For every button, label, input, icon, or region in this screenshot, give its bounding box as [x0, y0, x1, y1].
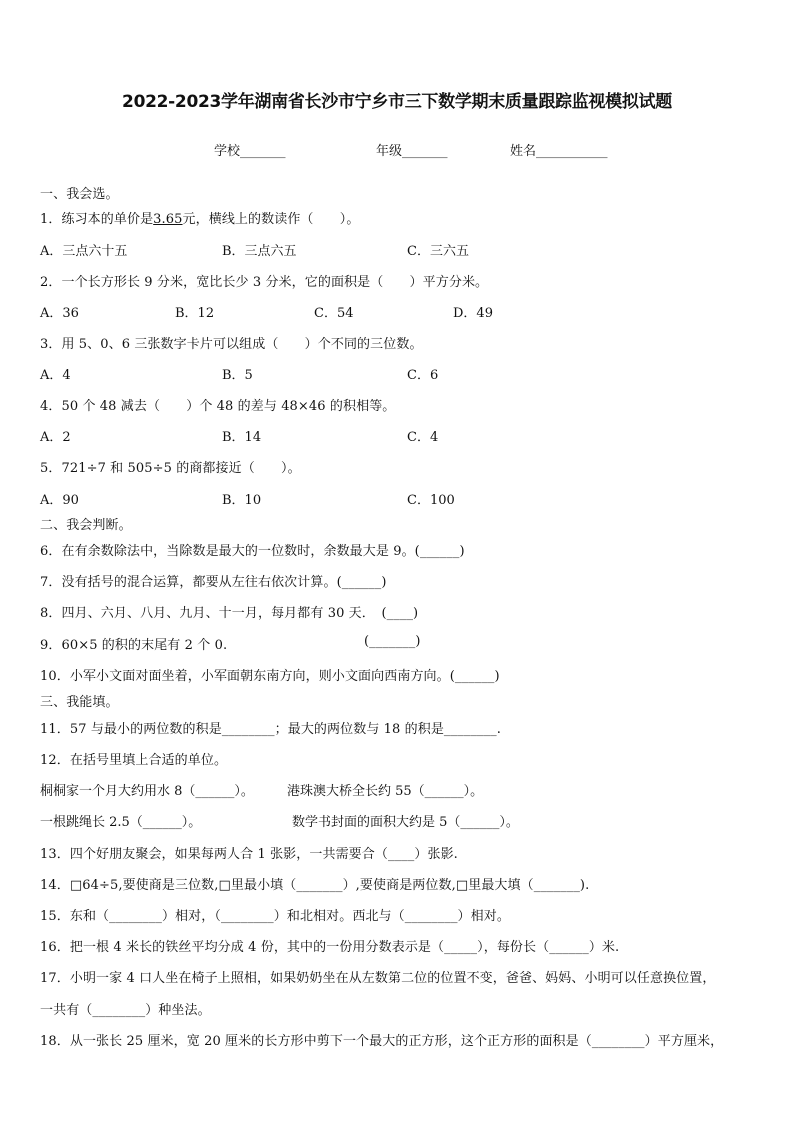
- question-16: 16．把一根 4 米长的铁丝平均分成 4 份，其中的一份用分数表示是（_____），每份长（______）米.: [40, 940, 620, 955]
- q9-text: 9．60×5 的积的末尾有 2 个 0.: [40, 638, 228, 653]
- q1-text-post: 元，横线上的数读作（ ）。: [182, 212, 360, 227]
- section-heading: 二、我会判断。: [40, 518, 132, 533]
- q1-option-c: C．三六五: [407, 244, 469, 259]
- question-9: [40, 634, 421, 653]
- q12-item-book: 数学书封面的面积大约是 5（______）。: [292, 815, 519, 830]
- question-2: 2．一个长方形长 9 分米，宽比长少 3 分米，它的面积是（ ）平方分米。: [40, 275, 489, 290]
- q12-item-water: 桐桐家一个月大约用水 8（______）。: [40, 784, 254, 799]
- q2-option-a: A．36: [40, 306, 79, 321]
- question-12: 12．在括号里填上合适的单位。: [40, 753, 228, 768]
- q1-price: 3.65: [153, 212, 183, 227]
- q2-option-c: C．54: [314, 306, 354, 321]
- question-5: 5．721÷7 和 505÷5 的商都接近（ ）。: [40, 461, 301, 476]
- question-4: 4．50 个 48 减去（ ）个 48 的差与 48×46 的积相等。: [40, 399, 396, 414]
- q4-option-b: B．14: [222, 430, 262, 445]
- question-18: 18．从一张长 25 厘米，宽 20 厘米的长方形中剪下一个最大的正方形，这个正方形的面积是（________）平方厘米，: [40, 1034, 724, 1049]
- question-6: 6．在有余数除法中，当除数是最大的一位数时，余数最大是 9。(______): [40, 544, 465, 559]
- q3-option-c: C．6: [407, 368, 439, 383]
- q5-option-a: A．90: [40, 493, 79, 508]
- q1-option-a: A．三点六十五: [40, 244, 128, 259]
- question-14: 14．□64÷5,要使商是三位数,□里最小填（_______）,要使商是两位数,□里最大填（_______).: [40, 878, 590, 893]
- q3-option-a: A．4: [40, 368, 71, 383]
- question-11: 11．57 与最小的两位数的积是________；最大的两位数与 18 的积是________.: [40, 722, 501, 737]
- q5-option-b: B．10: [222, 493, 262, 508]
- page-title: 2022-2023学年湖南省长沙市宁乡市三下数学期末质量跟踪监视模拟试题: [122, 92, 672, 112]
- question-17-continued: 一共有（________）种坐法。: [40, 1003, 211, 1018]
- q2-option-d: D．49: [453, 306, 493, 321]
- q3-option-b: B．5: [222, 368, 253, 383]
- question-15: 15．东和（________）相对，（________）和北相对。西北与（________）相对。: [40, 909, 510, 924]
- q4-option-c: C．4: [407, 430, 439, 445]
- question-10: 10．小军小文面对面坐着，小军面朝东南方向，则小文面向西南方向。(______): [40, 669, 500, 684]
- q1-text-pre: 1．练习本的单价是: [40, 212, 154, 227]
- school-field: 学校_______: [214, 144, 286, 159]
- question-17: 17．小明一家 4 口人坐在椅子上照相，如果奶奶坐在从左数第二位的位置不变，爸爸、妈妈、小明可以任意换位置，: [40, 971, 716, 986]
- q2-option-b: B．12: [175, 306, 215, 321]
- question-13: 13．四个好朋友聚会，如果每两人合 1 张影，一共需要合（____）张影.: [40, 847, 458, 862]
- name-field: 姓名___________: [510, 144, 608, 159]
- section-heading: 一、我会选。: [40, 187, 119, 202]
- q9-answer-blank: (_______): [364, 634, 421, 649]
- question-8: 8．四月、六月、八月、九月、十一月，每月都有 30 天． (____): [40, 606, 419, 621]
- grade-field: 年级_______: [376, 144, 448, 159]
- q12-item-rope: 一根跳绳长 2.5（______）。: [40, 815, 202, 830]
- q1-option-b: B．三点六五: [222, 244, 297, 259]
- q12-item-bridge: 港珠澳大桥全长约 55（______）。: [287, 784, 484, 799]
- question-7: 7．没有括号的混合运算，都要从左往右依次计算。(______): [40, 575, 387, 590]
- q4-option-a: A．2: [40, 430, 71, 445]
- q5-option-c: C．100: [407, 493, 455, 508]
- section-heading: 三、我能填。: [40, 695, 119, 710]
- question-3: 3．用 5、0、6 三张数字卡片可以组成（ ）个不同的三位数。: [40, 337, 423, 352]
- question-1: [40, 208, 359, 227]
